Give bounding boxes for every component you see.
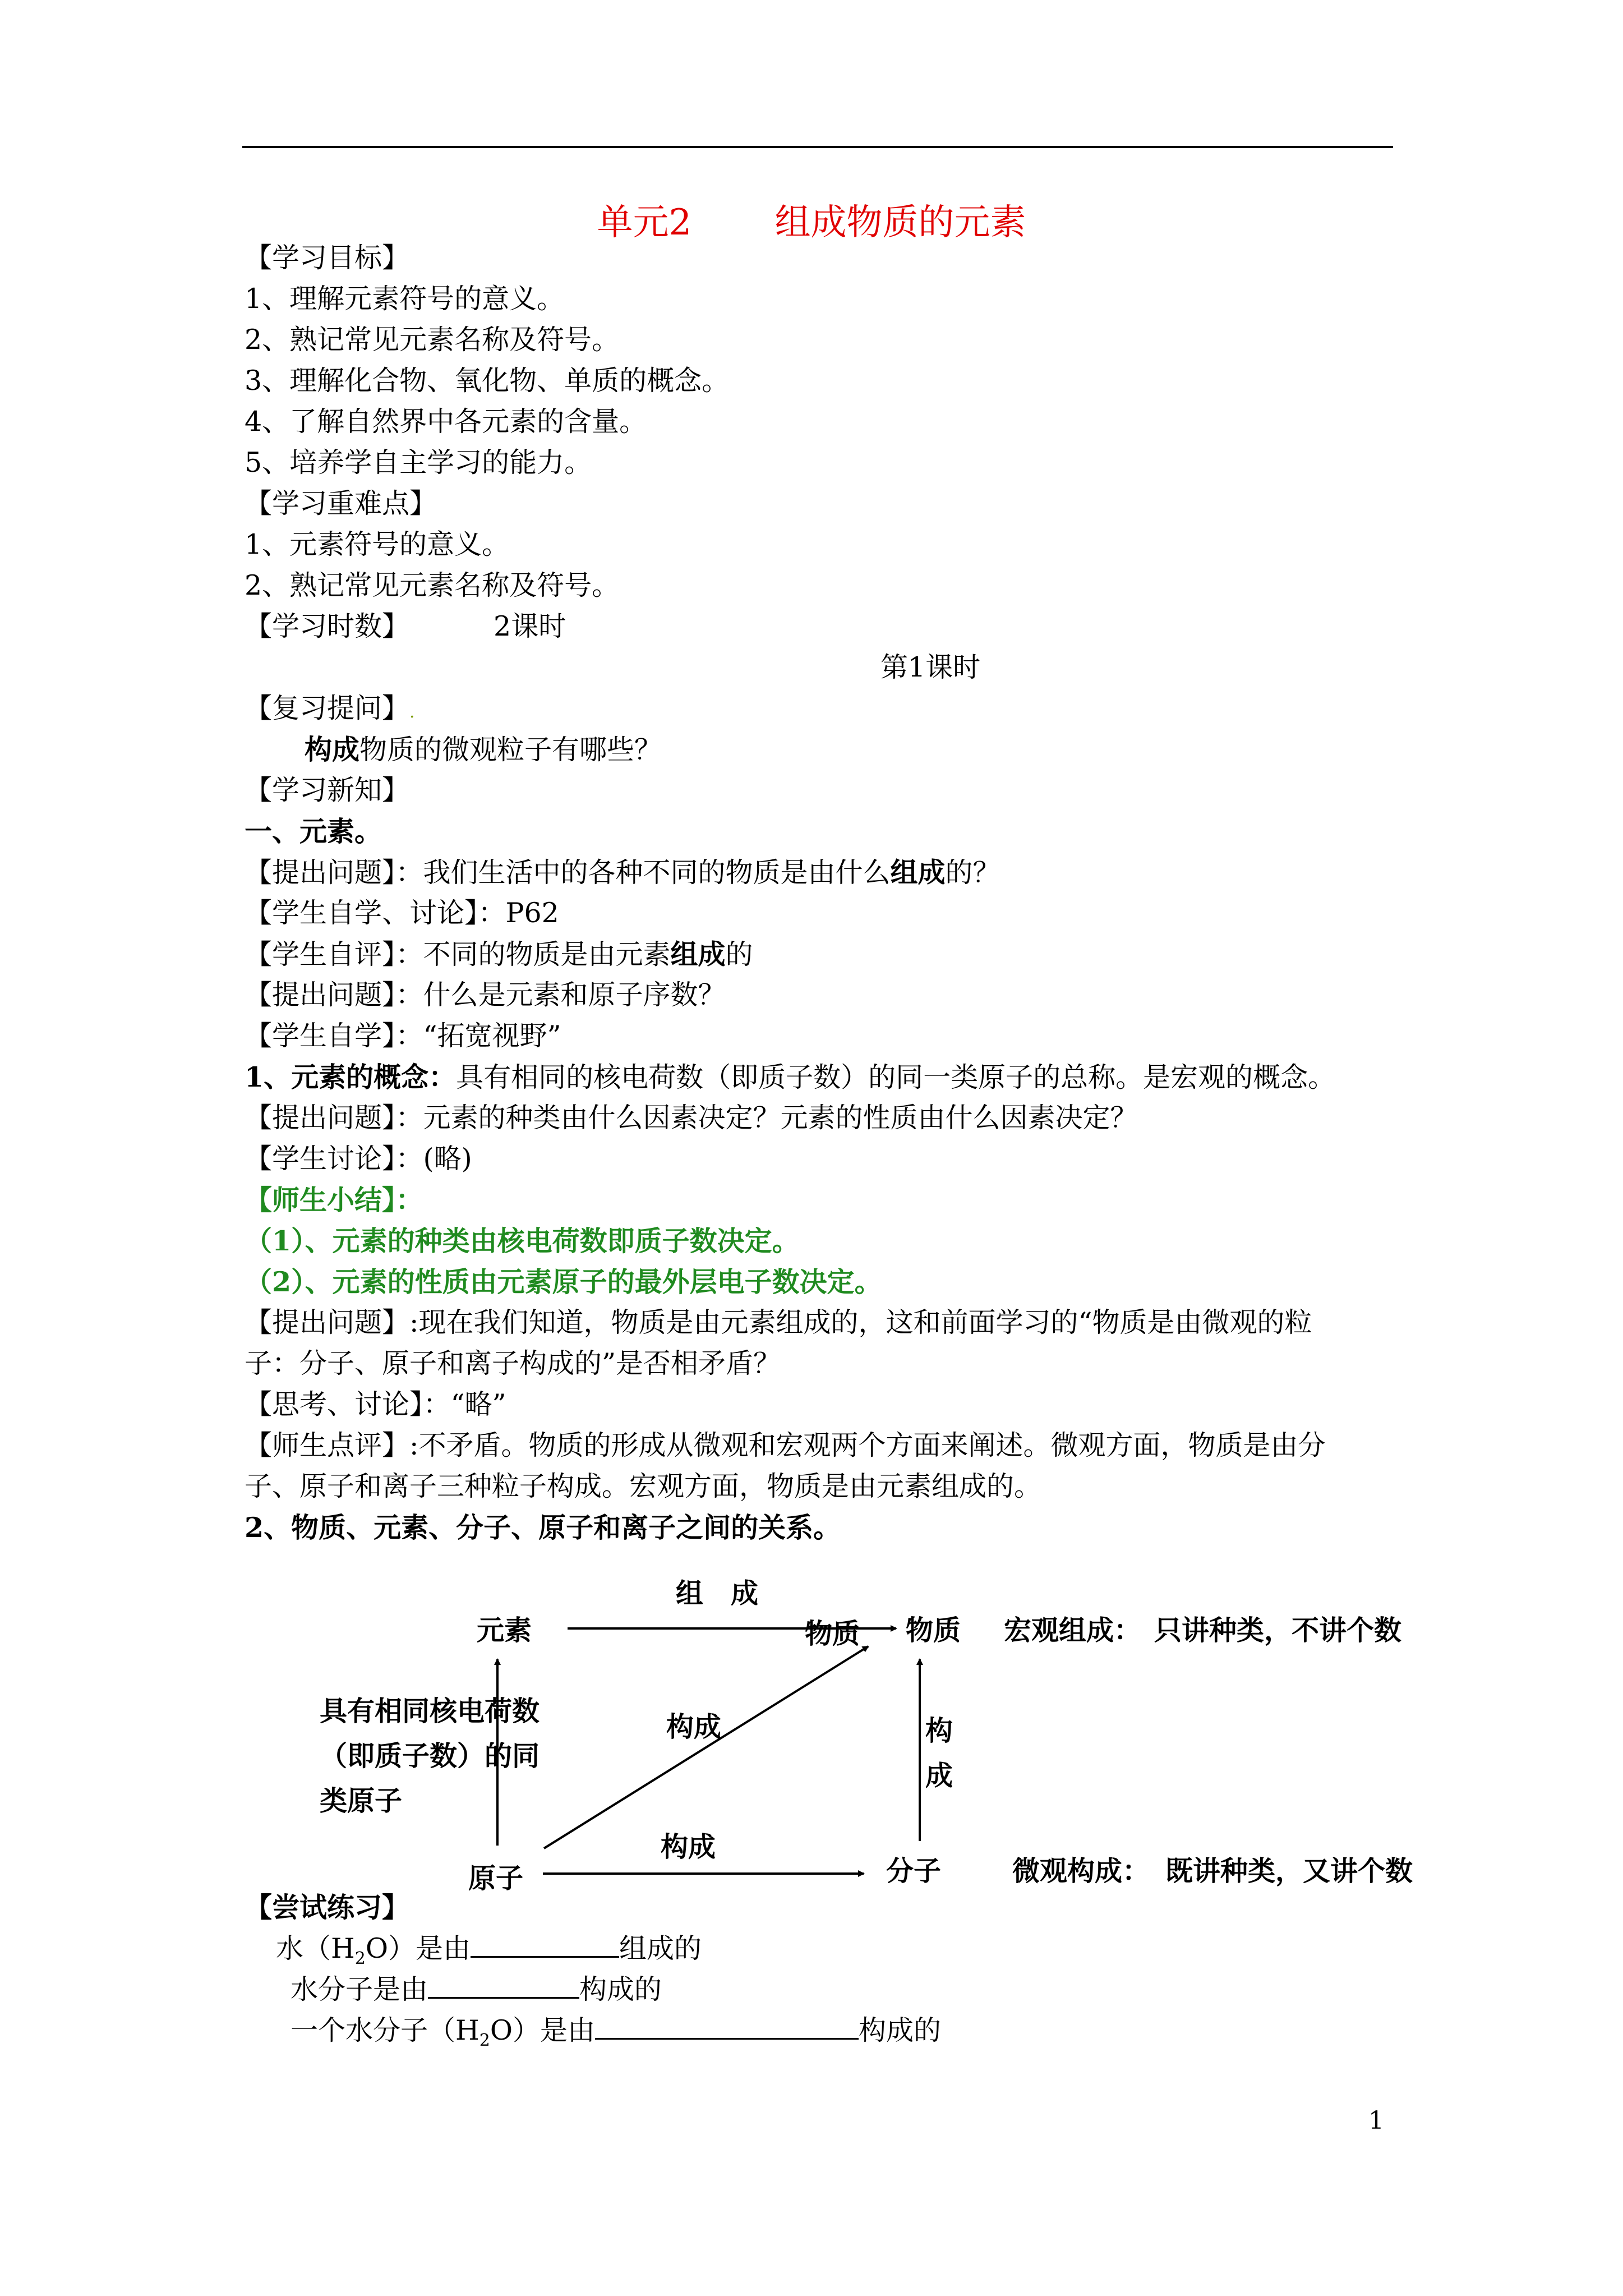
diagram-substance: 物质 xyxy=(906,1614,961,1646)
hours-label: 【学习时数】 xyxy=(245,610,410,642)
exercise-line2 xyxy=(291,1972,662,2007)
diagram-note-line: 类原子 xyxy=(320,1784,403,1817)
diagram-construct-vertical-1: 构 xyxy=(925,1714,953,1747)
answer-blank-1[interactable] xyxy=(471,1931,619,1958)
diagram-macro-text: 只讲种类，不讲个数 xyxy=(1154,1614,1402,1646)
comment-line2: 子、原子和离子三种粒子构成。宏观方面，物质是由元素组成的。 xyxy=(245,1470,1042,1502)
question1-bold: 组成 xyxy=(890,856,946,889)
self-eval-end: 的 xyxy=(725,938,753,970)
diagram-element: 元素 xyxy=(477,1614,532,1646)
diagram-construct-diagonal: 构成 xyxy=(666,1710,722,1743)
exercise-line1-sub: 2 xyxy=(354,1948,366,1968)
review-heading-text: 【复习提问】 xyxy=(245,692,410,724)
summary-item: （2）、元素的性质由元素原子的最外层电子数决定。 xyxy=(245,1266,882,1298)
section1-heading: 一、元素。 xyxy=(245,815,382,848)
exercise-heading: 【尝试练习】 xyxy=(245,1891,410,1924)
diagram-molecule: 分子 xyxy=(886,1855,942,1887)
diagram-compose-label: 组 成 xyxy=(676,1577,759,1609)
keypoint-item: 1、元素符号的意义。 xyxy=(245,528,510,560)
goal-item: 4、了解自然界中各元素的含量。 xyxy=(245,406,647,438)
exercise-line1-text2: O）是由 xyxy=(365,1932,471,1964)
diagram-construct-horizontal: 构成 xyxy=(661,1830,716,1863)
diagram-atom: 原子 xyxy=(468,1862,524,1894)
self-eval-text: 【学生自评】：不同的物质是由元素 xyxy=(245,938,671,970)
question4-line2: 子：分子、原子和离子构成的”是否相矛盾？ xyxy=(245,1347,781,1379)
exercise-line3 xyxy=(291,2013,941,2058)
diagram-note-line: 具有相同核电荷数 xyxy=(320,1695,540,1727)
question1-end: 的？ xyxy=(945,857,1000,889)
review-question-bold: 构成 xyxy=(305,733,360,766)
question1-text: 【提出问题】：我们生活中的各种不同的物质是由什么 xyxy=(245,857,891,889)
new-knowledge-heading: 【学习新知】 xyxy=(245,774,410,806)
question2: 【提出问题】：什么是元素和原子序数？ xyxy=(245,979,726,1011)
goal-item: 3、理解化合物、氧化物、单质的概念。 xyxy=(245,365,730,397)
concept-label: 1、元素的概念： xyxy=(245,1061,457,1093)
concept-text: 具有相同的核电荷数（即质子数）的同一类原子的总称。是宏观的概念。 xyxy=(456,1061,1336,1093)
self-study-line: 【学生自学、讨论】：P62 xyxy=(245,897,559,929)
keypoints-heading: 【学习重难点】 xyxy=(245,487,437,519)
diagram-substance-small: 物质 xyxy=(805,1617,860,1650)
hours-value: 2课时 xyxy=(494,610,566,642)
arrow-atom-to-substance xyxy=(544,1646,868,1848)
exercise-line3-end: 构成的 xyxy=(859,2014,942,2046)
self-study2-line: 【学生自学】：“拓宽视野” xyxy=(245,1020,561,1052)
goal-item: 5、培养学自主学习的能力。 xyxy=(245,447,592,478)
exercise-line1-end: 组成的 xyxy=(619,1932,702,1964)
summary-item: （1）、元素的种类由核电荷数即质子数决定。 xyxy=(245,1225,800,1257)
exercise-line2-end: 构成的 xyxy=(579,1973,662,2005)
question4-line1: 【提出问题】:现在我们知道，物质是由元素组成的，这和前面学习的“物质是由微观的粒 xyxy=(245,1306,1312,1338)
exercise-line2-text: 水分子是由 xyxy=(291,1973,428,2005)
goal-item: 2、熟记常见元素名称及符号。 xyxy=(245,324,620,356)
section2-heading: 2、物质、元素、分子、原子和离子之间的关系。 xyxy=(245,1511,841,1544)
goals-heading: 【学习目标】 xyxy=(245,242,410,274)
diagram-construct-vertical-2: 成 xyxy=(925,1759,953,1792)
page-number: 1 xyxy=(1368,2106,1384,2135)
lesson-label: 第1课时 xyxy=(880,651,981,683)
think-line: 【思考、讨论】：“略” xyxy=(245,1388,506,1420)
title-name: 组成物质的元素 xyxy=(774,202,1026,243)
exercise-line3-text2: O）是由 xyxy=(490,2014,595,2046)
exercise-line3-text: 一个水分子（H xyxy=(291,2014,479,2046)
diagram-macro-label: 宏观组成： xyxy=(1004,1614,1142,1646)
question3: 【提出问题】：元素的种类由什么因素决定？元素的性质由什么因素决定？ xyxy=(245,1102,1138,1134)
comment-line1: 【师生点评】:不矛盾。物质的形成从微观和宏观两个方面来阐述。微观方面，物质是由分 xyxy=(245,1429,1326,1461)
exercise-line3-sub: 2 xyxy=(479,2030,490,2050)
exercise-line1-text: 水（H xyxy=(276,1932,355,1964)
exercise-line1 xyxy=(276,1931,702,1976)
diagram-micro-label: 微观构成： xyxy=(1012,1855,1150,1887)
answer-blank-2[interactable] xyxy=(428,1972,579,1999)
diagram-note-line: （即质子数）的同 xyxy=(320,1740,540,1772)
summary-heading: 【师生小结】： xyxy=(245,1184,423,1216)
keypoint-item: 2、熟记常见元素名称及符号。 xyxy=(245,569,620,601)
discuss-line: 【学生讨论】：(略) xyxy=(245,1143,472,1175)
self-eval-bold: 组成 xyxy=(670,938,726,970)
review-question-rest: 物质的微观粒子有哪些？ xyxy=(359,734,662,766)
mark-dot: . xyxy=(409,702,415,722)
goal-item: 1、理解元素符号的意义。 xyxy=(245,283,565,315)
title-unit: 单元2 xyxy=(597,202,692,243)
diagram-micro-text: 既讲种类，又讲个数 xyxy=(1165,1855,1413,1887)
answer-blank-3[interactable] xyxy=(595,2013,859,2040)
